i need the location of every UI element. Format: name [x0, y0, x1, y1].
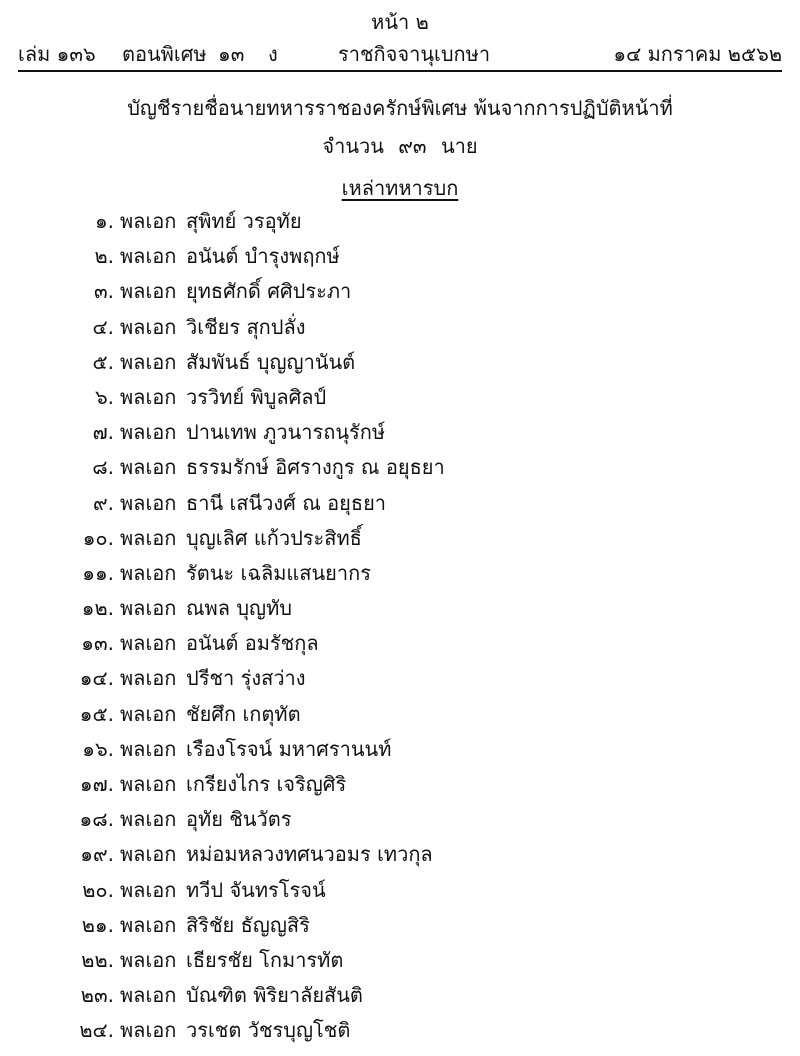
list-item [0, 837, 800, 872]
count-word: จำนวน [322, 134, 384, 158]
section-number: ๑๓ [218, 42, 245, 66]
document-title: บัญชีรายชื่อนายทหารราชองครักษ์พิเศษ พ้นจากการปฏิบัติหน้าที่ [127, 96, 673, 120]
officer-count [0, 130, 800, 162]
issue-date: ๑๔ มกราคม ๒๕๖๒ [613, 42, 782, 66]
gazette-header [18, 38, 782, 68]
list-item-rank: พลเอก [120, 490, 177, 515]
list-item [0, 802, 800, 837]
list-item-rank: พลเอก [120, 384, 177, 409]
list-item [0, 732, 800, 767]
list-item-number: ๑๙. [80, 842, 114, 867]
list-item-rank: พลเอก [120, 736, 177, 761]
list-item-number: ๘. [92, 455, 114, 480]
list-item-rank: พลเอก [120, 912, 177, 937]
list-item-name: รัตนะ เฉลิมแสนยากร [186, 560, 371, 585]
list-item-rank: พลเอก [120, 420, 177, 445]
list-item-name: วิเชียร สุกปลั่ง [186, 314, 306, 339]
list-item-number: ๕. [92, 349, 114, 374]
list-item-number: ๑๐. [82, 525, 114, 550]
count-unit: นาย [440, 134, 478, 158]
list-item-rank: พลเอก [120, 314, 177, 339]
list-item-name: ชัยศึก เกตุทัต [186, 701, 301, 726]
list-item [0, 345, 800, 380]
list-item-rank: พลเอก [120, 631, 177, 656]
list-item-name: อนันต์ บำรุงพฤกษ์ [186, 244, 340, 269]
list-item-rank: พลเอก [120, 209, 177, 233]
list-item-number: ๔. [92, 314, 114, 339]
page-number: หน้า ๒ [371, 10, 429, 34]
header-divider [18, 70, 782, 72]
list-item-name: ณพล บุญทับ [186, 596, 292, 621]
gazette-name: ราชกิจจานุเบกษา [338, 42, 491, 66]
list-item-number: ๑๖. [82, 736, 114, 761]
list-item-number: ๑๒. [81, 596, 114, 621]
list-item-rank: พลเอก [120, 701, 177, 726]
list-item-name: หม่อมหลวงทศนวอมร เทวกุล [186, 842, 433, 867]
list-item-rank: พลเอก [120, 279, 177, 304]
list-item-rank: พลเอก [120, 244, 177, 269]
list-item [0, 978, 800, 1013]
list-item-rank: พลเอก [120, 1018, 177, 1043]
branch-subheading [0, 172, 800, 204]
list-item-number: ๗. [92, 420, 114, 445]
list-item-number: ๑. [94, 209, 114, 233]
list-item-rank: พลเอก [120, 807, 177, 832]
list-item-number: ๑๗. [79, 772, 114, 796]
list-item-name: ยุทธศักดิ์ ศศิประภา [186, 279, 352, 304]
list-item [0, 591, 800, 626]
list-item [0, 626, 800, 661]
section-label: ตอนพิเศษ [122, 42, 207, 66]
list-item-name: ปรีชา รุ่งสว่าง [186, 666, 306, 691]
list-item-number: ๒๐. [82, 877, 114, 902]
list-item-name: ปานเทพ ภูวนารถนุรักษ์ [186, 420, 386, 445]
list-item [0, 380, 800, 415]
list-item-number: ๙. [92, 490, 114, 515]
list-item-name: เกรียงไกร เจริญศิริ [186, 772, 347, 796]
list-item [0, 450, 800, 485]
count-value: ๙๓ [398, 134, 427, 158]
list-item [0, 767, 800, 802]
list-item-name: วรเชต วัชรบุญโชติ [186, 1018, 351, 1043]
list-item-rank: พลเอก [120, 666, 177, 691]
list-item-rank: พลเอก [120, 525, 177, 550]
list-item-rank: พลเอก [120, 772, 177, 796]
list-item-number: ๒๓. [80, 983, 114, 1008]
list-item-number: ๓. [93, 279, 114, 304]
list-item-number: ๒๑. [81, 912, 114, 937]
list-item-name: สิริชัย ธัญญสิริ [186, 912, 310, 937]
list-item-name: สัมพันธ์ บุญญานันต์ [186, 349, 356, 374]
list-item [0, 415, 800, 450]
list-item [0, 908, 800, 943]
list-item [0, 1013, 800, 1048]
officer-list [0, 204, 800, 1049]
list-item-rank: พลเอก [120, 455, 177, 480]
list-item-name: ธานี เสนีวงศ์ ณ อยุธยา [186, 490, 387, 515]
list-item-number: ๑๘. [79, 807, 114, 832]
list-item-number: ๑๓. [81, 631, 114, 656]
list-item-number: ๑๔. [79, 666, 114, 691]
list-item-rank: พลเอก [120, 877, 177, 902]
list-item [0, 697, 800, 732]
list-item-number: ๒. [94, 244, 114, 269]
list-item [0, 310, 800, 345]
list-item-number: ๑๕. [79, 701, 114, 726]
list-item-name: อนันต์ อมรัชกุล [186, 631, 319, 656]
list-item [0, 274, 800, 309]
list-item [0, 521, 800, 556]
volume-label: เล่ม ๑๓๖ [18, 42, 96, 66]
list-item-name: เรืองโรจน์ มหาศรานนท์ [186, 736, 392, 761]
list-item-rank: พลเอก [120, 842, 177, 867]
list-item-name: เธียรชัย โกมารทัต [186, 947, 344, 972]
list-item-name: บุญเลิศ แก้วประสิทธิ์ [186, 525, 362, 550]
list-item-rank: พลเอก [120, 560, 177, 585]
list-item [0, 204, 800, 239]
subheading-text: เหล่าทหารบก [341, 176, 459, 200]
list-item [0, 486, 800, 521]
list-item-name: วรวิทย์ พิบูลศิลป์ [186, 384, 327, 409]
list-item [0, 661, 800, 696]
section-letter: ง [268, 42, 278, 66]
list-item [0, 556, 800, 591]
list-item-rank: พลเอก [120, 983, 177, 1008]
list-item-rank: พลเอก [120, 596, 177, 621]
list-item-name: สุพิทย์ วรอุทัย [186, 209, 302, 233]
list-item-name: ทวีป จันทรโรจน์ [186, 877, 326, 902]
list-item-rank: พลเอก [120, 349, 177, 374]
list-item-name: บัณฑิต พิริยาลัยสันติ [186, 983, 363, 1008]
list-item-number: ๑๑. [82, 560, 114, 585]
list-item [0, 873, 800, 908]
list-item-number: ๒๒. [81, 947, 114, 972]
list-item-name: อุทัย ชินวัตร [186, 807, 292, 832]
list-item-name: ธรรมรักษ์ อิศรางกูร ณ อยุธยา [186, 455, 445, 480]
list-item [0, 239, 800, 274]
list-item-rank: พลเอก [120, 947, 177, 972]
list-item-number: ๖. [94, 384, 114, 409]
list-item-number: ๒๔. [79, 1018, 114, 1043]
list-item [0, 943, 800, 978]
